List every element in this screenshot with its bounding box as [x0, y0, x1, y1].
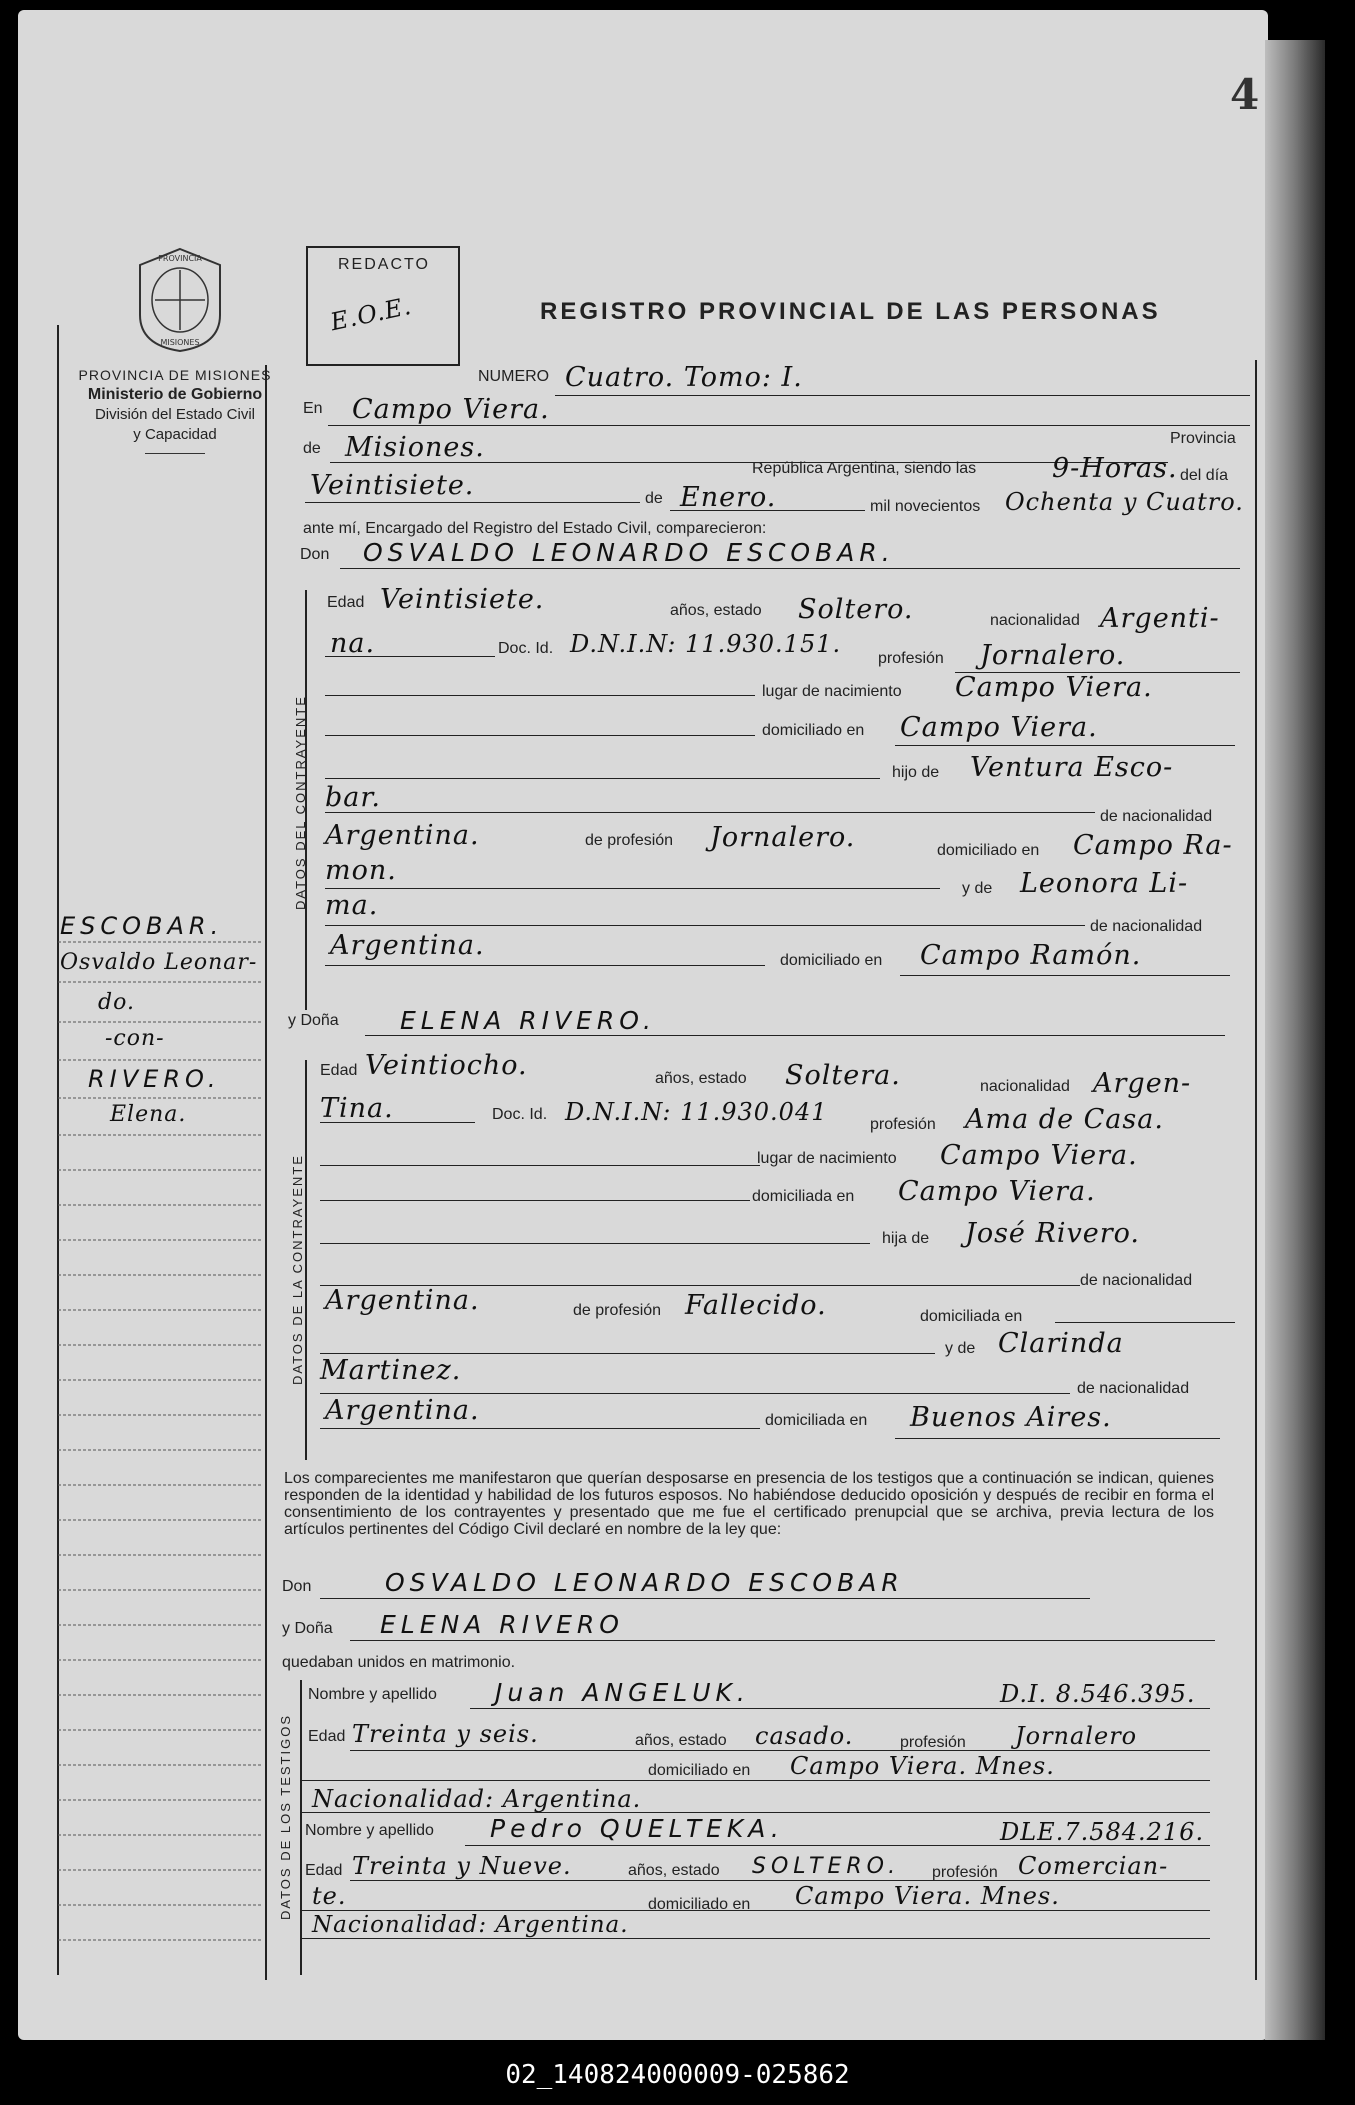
m-estado-value: Soltera. — [785, 1060, 901, 1091]
m-lugar-line — [320, 1165, 760, 1166]
coat-of-arms-icon — [130, 245, 230, 355]
c-lugar-label: lugar de nacimiento — [762, 683, 902, 700]
c-hijo-label: hijo de — [892, 764, 940, 781]
m-madre-nac-line — [320, 1428, 760, 1429]
t1-anios-label: años, estado — [635, 1732, 727, 1749]
c-madre-line — [325, 888, 940, 889]
contrayente-bracket-2 — [305, 1060, 307, 1460]
don-value: OSVALDO LEONARDO ESCOBAR. — [363, 538, 895, 567]
c-domicilio-line — [325, 735, 755, 736]
don-line — [340, 568, 1240, 569]
m-de-nacionalidad-label: de nacionalidad — [1080, 1272, 1193, 1289]
t1-nombre-line — [470, 1708, 1210, 1709]
m-domicilio-value: Campo Viera. — [898, 1176, 1096, 1207]
t1-edad-line — [350, 1750, 1210, 1751]
declaration-text: Los comparecientes me manifestaron que querían desposarse en presencia de los testigos que a continuación se indican, quienes responden de la identidad y habilidad de los futuros esposos. No habiéndose deducido oposición y después de recibir en forma el consentimiento de los contrayentes y presentado que me fue el certificado prenupcial que se archiva, previa lectura de los artículos pertinentes del Código Civil declaré en nombre de la ley que: — [284, 1470, 1214, 1538]
provincia-label: Provincia — [1170, 430, 1236, 447]
t2-profesion-value1: Comercian- — [1018, 1852, 1169, 1880]
m-padre-nacionalidad: Argentina. — [325, 1285, 480, 1316]
m-lugar-value: Campo Viera. — [940, 1140, 1138, 1171]
c-madre-domiciliado-label: domiciliado en — [780, 952, 883, 969]
c-y-de-label: y de — [962, 880, 993, 897]
union-dona-line — [350, 1640, 1215, 1641]
m-hija-line — [320, 1243, 870, 1244]
t2-doc-value: DLE.7.584.216. — [1000, 1818, 1205, 1846]
t2-domicilio-value: Campo Viera. Mnes. — [795, 1882, 1060, 1910]
t1-domicilio-line — [300, 1780, 1210, 1781]
c-lugar-line — [325, 695, 755, 696]
m-padre-profesion: Fallecido. — [685, 1290, 827, 1321]
t2-domiciliado-label: domiciliado en — [648, 1896, 751, 1913]
t2-nacionalidad-line — [300, 1938, 1210, 1939]
ministry-divider — [145, 453, 205, 454]
m-domiciliada-label: domiciliada en — [920, 1308, 1023, 1325]
mes-line — [670, 510, 865, 511]
c-padre-value2: bar. — [325, 782, 381, 813]
seal-bottom-text: MISIONES — [160, 338, 200, 347]
c-domicilio-label: domiciliado en — [762, 722, 865, 739]
contrayente-section-label: DATOS DEL CONTRAYENTE — [293, 695, 308, 910]
ministry-division: División del Estado Civil — [94, 406, 256, 423]
anio-value: Ochenta y Cuatro. — [1005, 488, 1244, 516]
m-edad-value: Veintiocho. — [365, 1050, 528, 1081]
t1-domiciliado-label: domiciliado en — [648, 1762, 751, 1779]
c-lugar-value: Campo Viera. — [955, 672, 1153, 703]
c-padre-domicilio2: mon. — [325, 855, 397, 886]
m-doc-value: D.N.I.N: 11.930.041 — [565, 1098, 828, 1126]
en-label: En — [303, 400, 323, 417]
page-stack-edge — [1265, 40, 1325, 2040]
ministry-province: PROVINCIA DE MISIONES — [78, 367, 272, 383]
c-nacionalidad-value1: Argenti- — [1100, 603, 1220, 634]
mil-label: mil novecientos — [870, 498, 981, 515]
del-dia-label: del día — [1180, 467, 1229, 484]
m-padre-value: José Rivero. — [965, 1218, 1140, 1249]
union-dona-value: ELENA RIVERO — [380, 1610, 624, 1639]
c-madre-dom-line — [900, 975, 1230, 976]
dona-value: ELENA RIVERO. — [400, 1006, 656, 1035]
margin-surname: ESCOBAR. — [60, 912, 224, 940]
c-nacionalidad-value2: na. — [330, 628, 376, 659]
c-hijo-line — [325, 778, 880, 779]
t1-profesion-label: profesión — [900, 1734, 966, 1751]
m-madre-nacionalidad: Argentina. — [325, 1395, 480, 1426]
redacto-initials: E.O.E. — [327, 291, 415, 337]
t2-nombre-value: Pedro QUELTEKA. — [490, 1814, 784, 1843]
t2-domicilio-line — [300, 1910, 1210, 1911]
c-doc-value: D.N.I.N: 11.930.151. — [570, 630, 842, 658]
c-nac-line — [325, 656, 495, 657]
right-margin-rule — [1255, 360, 1257, 1980]
t1-nacionalidad-value: Nacionalidad: Argentina. — [312, 1785, 642, 1813]
m-nacionalidad-value1: Argen- — [1093, 1068, 1192, 1099]
c-doc-label: Doc. Id. — [498, 640, 554, 657]
ministry-name: Ministerio de Gobierno — [87, 386, 263, 403]
c-madre-line2 — [325, 925, 1085, 926]
t2-edad-label: Edad — [305, 1862, 343, 1879]
c-profesion-label: profesión — [878, 650, 944, 667]
redacto-box — [306, 246, 460, 366]
c-madre-nac-line — [325, 965, 765, 966]
m-madre-dom-line — [895, 1438, 1220, 1439]
scan-file-id: 02_140824000009-025862 — [505, 2060, 850, 2090]
c-madre-nacionalidad: Argentina. — [330, 930, 485, 961]
testigos-bracket — [300, 1680, 302, 1975]
m-anios-label: años, estado — [655, 1070, 747, 1087]
margin-given-cont: do. — [98, 990, 135, 1015]
t2-anios-label: años, estado — [628, 1862, 720, 1879]
c-estado-value: Soltero. — [798, 594, 914, 625]
t1-edad-value: Treinta y seis. — [352, 1720, 539, 1748]
redacto-label: REDACTO — [338, 256, 430, 273]
t2-estado-value: SOLTERO. — [752, 1854, 901, 1879]
c-padre-profesion: Jornalero. — [710, 822, 856, 853]
m-de-profesion-label: de profesión — [573, 1302, 662, 1319]
m-doc-label: Doc. Id. — [492, 1106, 548, 1123]
c-padre-domicilio1: Campo Ra- — [1073, 830, 1233, 861]
horas-value: 9-Horas. — [1052, 453, 1178, 484]
t1-edad-label: Edad — [308, 1728, 346, 1745]
m-madre-de-nacionalidad-label: de nacionalidad — [1077, 1380, 1190, 1397]
republica-label: República Argentina, siendo las — [752, 460, 977, 477]
en-line — [328, 425, 1250, 426]
m-nacionalidad-label: nacionalidad — [980, 1078, 1070, 1095]
m-edad-label: Edad — [320, 1062, 358, 1079]
c-madre-value2: ma. — [325, 890, 379, 921]
m-madre-line2 — [320, 1393, 1070, 1394]
t2-edad-value: Treinta y Nueve. — [352, 1852, 572, 1880]
t1-estado-value: casado. — [755, 1722, 854, 1750]
union-quedaban: quedaban unidos en matrimonio. — [282, 1654, 516, 1671]
ministry-capacity: y Capacidad — [133, 426, 217, 443]
en-value: Campo Viera. — [352, 394, 550, 425]
testigos-section-label: DATOS DE LOS TESTIGOS — [278, 1714, 293, 1920]
union-don-line — [320, 1598, 1090, 1599]
c-nacionalidad-label: nacionalidad — [990, 612, 1080, 629]
m-madre-domiciliada-label: domiciliada en — [765, 1412, 868, 1429]
t2-profesion-label: profesión — [932, 1864, 998, 1881]
t2-nacionalidad-value: Nacionalidad: Argentina. — [312, 1912, 629, 1938]
de-line — [330, 462, 1168, 463]
t1-domicilio-value: Campo Viera. Mnes. — [790, 1752, 1055, 1780]
m-profesion-value: Ama de Casa. — [965, 1104, 1164, 1135]
contrayenta-section-label: DATOS DE LA CONTRAYENTE — [290, 1154, 305, 1385]
c-padre-nacionalidad: Argentina. — [325, 820, 480, 851]
c-padre-value1: Ventura Esco- — [970, 752, 1174, 783]
t2-profesion-value2: te. — [312, 1882, 347, 1910]
margin-ruled-lines — [58, 930, 266, 1970]
ministry-heading — [60, 365, 290, 454]
c-de-profesion-label: de profesión — [585, 832, 674, 849]
t1-nombre-label: Nombre y apellido — [308, 1686, 437, 1703]
c-edad-label: Edad — [327, 594, 365, 611]
c-madre-value1: Leonora Li- — [1020, 868, 1189, 899]
c-domicilio-line2 — [895, 745, 1235, 746]
mes-value: Enero. — [680, 482, 777, 513]
m-nacionalidad-value2: Tina. — [320, 1093, 394, 1124]
seal-top-text: PROVINCIA — [158, 254, 202, 263]
union-dona-label: y Doña — [282, 1620, 333, 1637]
m-domicilio-line — [320, 1200, 750, 1201]
m-domicilio-label: domiciliada en — [752, 1188, 855, 1205]
numero-line — [555, 395, 1250, 396]
page-number: 4 — [1230, 70, 1260, 119]
m-nac-line — [320, 1122, 475, 1123]
t1-doc-value: D.I. 8.546.395. — [1000, 1680, 1196, 1708]
c-domiciliado-label: domiciliado en — [937, 842, 1040, 859]
margin-given2: Elena. — [110, 1102, 187, 1127]
don-label: Don — [300, 546, 330, 563]
m-profesion-label: profesión — [870, 1116, 936, 1133]
numero-value: Cuatro. Tomo: I. — [565, 362, 803, 393]
t1-profesion-value: Jornalero — [1015, 1722, 1138, 1750]
c-edad-value: Veintisiete. — [380, 584, 545, 615]
t2-nombre-label: Nombre y apellido — [305, 1822, 434, 1839]
de-value: Misiones. — [345, 432, 485, 463]
document-title: REGISTRO PROVINCIAL DE LAS PERSONAS — [540, 298, 1161, 325]
t1-nombre-value: Juan ANGELUK. — [495, 1678, 750, 1707]
m-madre-line — [320, 1353, 935, 1354]
c-profesion-value: Jornalero. — [980, 640, 1126, 671]
de-label: de — [303, 440, 321, 457]
c-padre-line — [325, 812, 1095, 813]
m-padre-dom-line — [1055, 1322, 1235, 1323]
c-anios-label: años, estado — [670, 602, 762, 619]
mes-label: de — [645, 490, 663, 507]
m-lugar-label: lugar de nacimiento — [757, 1150, 897, 1167]
margin-given: Osvaldo Leonar- — [60, 950, 258, 975]
dia-line — [305, 502, 640, 503]
c-madre-domicilio: Campo Ramón. — [920, 940, 1142, 971]
ante-label: ante mí, Encargado del Registro del Estado Civil, comparecieron: — [303, 520, 767, 537]
dona-label: y Doña — [288, 1012, 339, 1029]
dia-value: Veintisiete. — [310, 470, 475, 501]
union-don-value: OSVALDO LEONARDO ESCOBAR — [385, 1568, 904, 1597]
m-y-de-label: y de — [945, 1340, 976, 1357]
c-domicilio-value: Campo Viera. — [900, 712, 1098, 743]
c-de-nacionalidad-label: de nacionalidad — [1100, 808, 1213, 825]
c-madre-de-nacionalidad-label: de nacionalidad — [1090, 918, 1203, 935]
t1-nacionalidad-line — [300, 1812, 1210, 1813]
margin-surname2: RIVERO. — [88, 1065, 221, 1093]
union-don-label: Don — [282, 1578, 312, 1595]
m-madre-value1: Clarinda — [998, 1328, 1124, 1359]
t2-nombre-line — [465, 1845, 1210, 1846]
m-madre-domicilio: Buenos Aires. — [910, 1402, 1112, 1433]
dona-line — [365, 1035, 1225, 1036]
m-madre-value2: Martinez. — [320, 1355, 462, 1386]
m-hija-label: hija de — [882, 1230, 930, 1247]
numero-label: NUMERO — [478, 368, 550, 385]
margin-con: -con- — [105, 1026, 165, 1051]
t2-edad-line — [350, 1880, 1210, 1881]
